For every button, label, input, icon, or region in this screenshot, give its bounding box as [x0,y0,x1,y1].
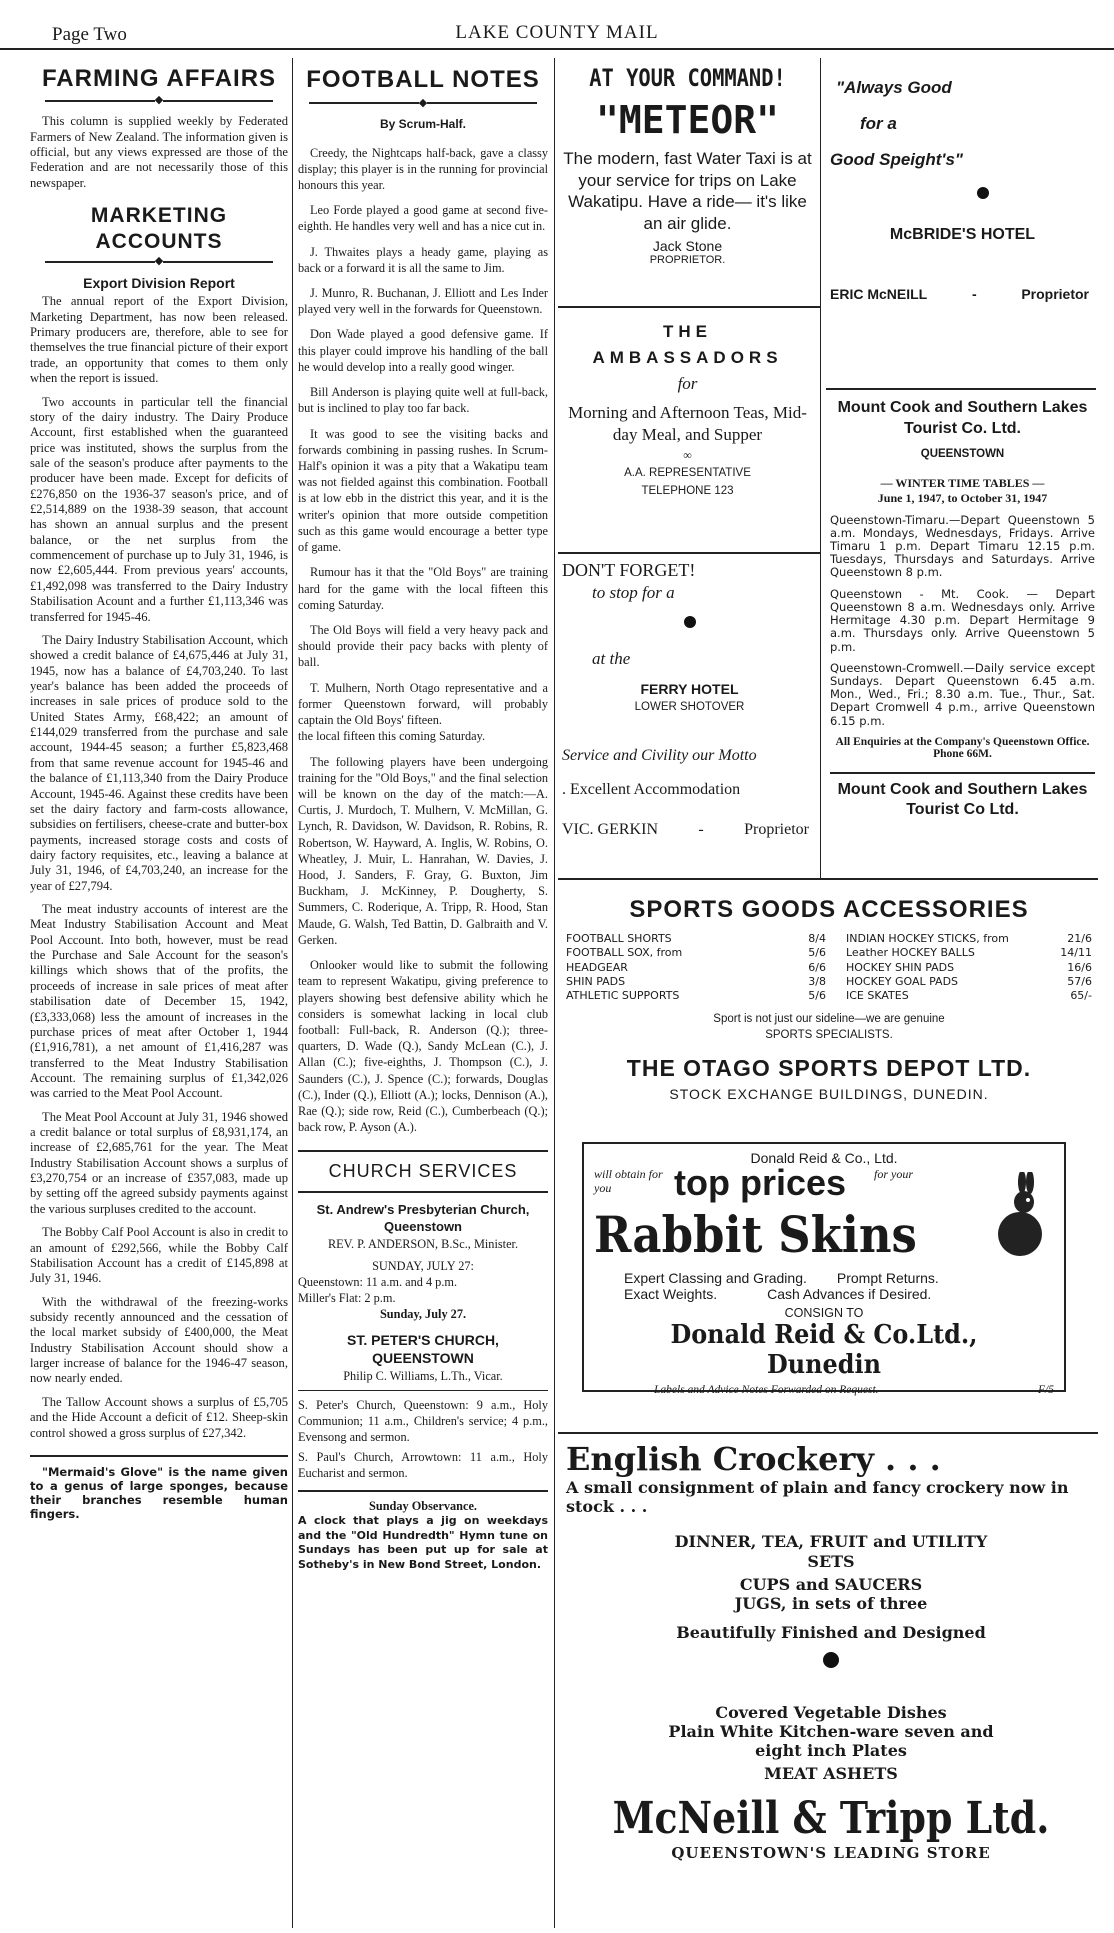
sports-price: 65/- [1070,989,1092,1003]
sports-price: 16/6 [1067,960,1092,974]
meteor-role: PROPRIETOR. [649,254,726,267]
article-paragraph: The Meat Pool Account at July 31, 1946 showed a credit balance or total surplus of £8,931,174, an increase of £2,685,761 for the year. The Meat Industry Stabilisation Account shows a surplus of £3,270,754 or an increase of £357,083, made up by setting off the agreed subsidy payments against the various surpluses credited to the account. [30,1109,288,1216]
crockery-subtitle: A small consignment of plain and fancy crockery now in stock . . . [566,1478,1069,1517]
sports-price: 57/6 [1067,974,1092,988]
football-paragraph: J. Thwaites plays a heady game, playing as back or a forward it is all the same to Jim. [298,244,548,275]
sports-price: 6/6 [808,960,826,974]
sports-list-right [846,932,1092,1003]
football-paragraph: The following players have been undergoing training for the "Old Boys," and the final selection will be known on the day of the match:—A. Curtis, J. Murdoch, T. Mulhern, V. McMillan, G. Lynch, R. Davidson, W. Davidson, R. Robins, R. Robertson, W. Hayward, A. Inglis, W. Robins, O. Wheatley, J. Muir, L. Hanrahan, W. Davies, J. Hood, J. Sanders, F. Gray, G. Buxton, Jim Buckham, J. McKinney, P. Dougherty, S. Summers, C. Roderique, A. Tripp, R. Hood, Stan Maude, G. Walsh, Ted Battin, D. Galbraith and V. Gerken. [298,754,548,947]
service-line: S. Paul's Church, Arrowtown: 11 a.m., Holy Eucharist and sermon. [298,1449,548,1480]
timetable-mt-cook: Queenstown - Mt. Cook. — Depart Queenstown 8 a.m. Wednesdays only. Arrive Hermitage 4.30 p.m. Depart Hermitage 9 a.m. Thursdays only. Arrive Queenstown 5 p.m. [830,586,1095,654]
rabbit-code: F/5 [1038,1384,1054,1396]
mt-cook-footer: Mount Cook and Southern Lakes Tourist Co Ltd. [837,780,1088,818]
article-paragraph: The Tallow Account shows a surplus of £5,705 and the Hide Account a deficit of £12. Sheep-skin control showed a gross surplus of £27,342. [30,1394,288,1440]
rabbit-labels: Labels and Advice Notes Forwarded on Request. [654,1384,879,1396]
football-paragraph: It was good to see the visiting backs and forwards combining in passing rushes. In Scrum-Half's opinion it was a pity that a Wakatipu team was not fielded against this combination. Football is at low ebb in the district this year, and it is the writer's opinion that more outside competition such as this game would encourage a better type of game. [298,426,548,555]
rabbit-consign: CONSIGN TO [784,1306,864,1320]
ferry-name: FERRY HOTEL [640,681,739,697]
st-peters-title: ST. PETER'S CHURCH, QUEENSTOWN [347,1331,499,1367]
crockery-tagline: QUEENSTOWN'S LEADING STORE [671,1844,991,1863]
page-header [0,0,1114,50]
crockery-item: CUPS and SAUCERS [739,1574,923,1594]
rabbit-feature: Cash Advances if Desired. [767,1286,932,1302]
timetable-timaru: Queenstown-Timaru.—Depart Queenstown 5 a.m. Mondays, Wednesdays, Fridays. Arrive Timaru 1 p.m. Depart Timaru 12.15 p.m. Tuesdays, Thursdays and Saturdays. Arrive Queenstown 8 p.m. [830,512,1095,580]
speights-line1: "Always Good [836,78,952,97]
divider: ◆ [30,256,288,267]
crockery-item: Covered Vegetable Dishes [715,1702,947,1722]
sports-item: SHIN PADS [566,974,626,988]
football-paragraph: J. Munro, R. Buchanan, J. Elliott and Les Inder played very well in the forwards for Queenstown. [298,286,548,317]
ambassadors-meals: Morning and Afternoon Teas, Mid-day Meal, and Supper [568,403,807,445]
crockery-ad [566,1440,1096,1924]
newspaper-title: LAKE COUNTY MAIL [455,22,659,43]
column-rule-1 [292,58,293,1928]
rabbit-feature: Exact Weights. [624,1286,718,1302]
crockery-item: DINNER, TEA, FRUIT and UTILITY SETS [674,1532,988,1571]
mcbrides-hotel: McBRIDE'S HOTEL [889,226,1036,243]
speights-line3: Good Speight's" [830,150,963,169]
service-line: Queenstown: 11 a.m. and 4 p.m. [298,1275,458,1290]
divider: ◆ [298,98,548,109]
speights-line2: for a [860,114,897,133]
service-date: Sunday, July 27. [379,1307,467,1322]
marketing-title: MARKETING ACCOUNTS [90,204,228,253]
football-paragraph: T. Mulhern, North Otago representative and a former Queenstown forward, will probably captain the Old Boys' fifteen. [298,680,548,728]
sports-item: ICE SKATES [846,989,909,1003]
ambassadors-telephone: TELEPHONE 123 [641,485,734,498]
sports-item: HEADGEAR [566,960,628,974]
crockery-item: Beautifully Finished and Designed [676,1623,986,1643]
ambassadors-name: AMBASSADORS [592,348,783,367]
ferry-dont-forget: DON'T FORGET! [562,560,696,580]
football-paragraph: Creedy, the Nightcaps half-back, gave a classy display; this player is in the running for provincial honours this year. [298,145,548,192]
rabbit-for: for your [874,1167,913,1181]
st-andrews-minister: REV. P. ANDERSON, B.Sc., Minister. [327,1236,519,1251]
article-paragraph: The meat industry accounts of interest are the Meat Industry Stabilisation Account and Meat Pool Account. Into both, however, must be read the Purchase and Sale Account for the season's killings which shows that of the profits, the proceeds of increase in sale prices of meat after stabilisation date of December 15, 1942, (£3,333,068) less the amount of increases in the purchase prices of meat after October 1, 1944 (£1,916,781), a net amount of £1,416,287 was transferred to the Meat Industry Stabilisation Account. The remaining surplus of £1,342,026 was carried to the Meat Pool Account. [30,902,288,1101]
rabbit-company: Donald Reid & Co., Ltd. [750,1150,898,1166]
mcbrides-proprietor: ERIC McNEILL [830,286,928,302]
mcbrides-role: Proprietor [1021,286,1089,302]
byline: By Scrum-Half. [379,116,467,131]
speights-ad: "Always Good for a Good Speight's" McBRIDE'S HOTEL ERIC McNEILL - Proprietor [830,78,1095,378]
rabbit-skins-ad [582,1142,1066,1396]
sports-list-left [566,932,826,1003]
sports-item: Leather HOCKEY BALLS [846,946,975,960]
mt-cook-name: Mount Cook and Southern Lakes Tourist Co. Ltd. [837,399,1088,437]
column-rule-2 [554,58,555,1928]
article-paragraph: The Bobby Calf Pool Account is also in credit to an amount of £292,566, while the Bobby Calf Stabilisation Account has a credit of £145,898 at July 31, 1946. [30,1225,288,1286]
rabbit-feature: Prompt Returns. [836,1270,939,1286]
sports-price: 5/6 [808,989,826,1003]
meteor-body: The modern, fast Water Taxi is at your service for trips on Lake Wakatipu. Have a ride— it's like an air glide. [563,149,812,233]
sports-item: FOOTBALL SHORTS [566,932,672,945]
sports-item: ATHLETIC SUPPORTS [566,989,680,1003]
meteor-name: "METEOR" [595,98,780,142]
sports-price: 8/4 [808,932,826,945]
filler-note: "Mermaid's Glove" is the name given to a genus of large sponges, because their branches resemble human fingers. [30,1464,288,1521]
ad-divider [558,306,820,308]
football-paragraph: the local fifteen this coming Saturday. [298,729,486,744]
sports-item: INDIAN HOCKEY STICKS, from [846,932,1009,945]
mt-cook-enquiries: All Enquiries at the Company's Queenstown Office. Phone 66M. [835,735,1090,760]
sports-ad [566,896,1092,1116]
football-paragraph: Onlooker would like to submit the following team to represent Wakatipu, giving preference to players showing best defensive ability which he considers is somewhat lacking in local club football: Full-back, R. Anderson (Q.); three-quarters, D. Wade (Q.), Sandy McLean (C.), J. Allan (C.); five-eighths, J. Thompson (C.), J. Saunders (C.), J. Spence (C.); forwards, Douglas (C.), Inder (Q.), Elliott (A.); locks, Dennison (A.), Rae (Q.); side row, Reid (C.), Cumberbeach (Q.); back row, P. Ayson (A.). [298,958,548,1135]
rabbit-skins-title: Rabbit Skins [594,1205,917,1264]
crockery-item: MEAT ASHETS [764,1764,898,1784]
football-paragraph: The Old Boys will field a very heavy pack and should provide their pacy backs with plenty of ball. [298,622,548,670]
timetable-dates: June 1, 1947, to October 31, 1947 [877,490,1048,505]
rabbit-top-prices: top prices [674,1162,847,1203]
rabbit-obtain: will obtain for you [594,1167,663,1195]
football-paragraph: Don Wade played a good defensive game. If this player could improve his handling of the ball he would develop into a really good winger. [298,327,548,374]
ambassadors-ad: THE AMBASSADORS for Morning and Afternoon Teas, Mid-day Meal, and Supper ∞ A.A. REPRESENTATIVE TELEPHONE 123 [560,322,815,540]
page-number: Page Two [52,24,127,45]
football-paragraph: Leo Forde played a good game at second five-eighth. He handles very well and has a nice cut in. [298,203,548,234]
ambassadors-the: THE [663,322,712,341]
ferry-accommodation: . Excellent Accommodation [562,781,741,798]
crockery-title: English Crockery . . . [566,1440,941,1478]
ad-divider [558,1432,1098,1434]
ferry-location: LOWER SHOTOVER [634,701,745,713]
article-paragraph: The Dairy Industry Stabilisation Account, which showed a credit balance of £4,675,446 at July 31, 1945, now has a balance of £4,703,240. To last year's balance has been added the proceeds of increases in sale prices of produce sold to the United States Army, £68,422; an amount of £144,029 transferred from the purchase and sale account, 1944-45 season; a further £5,823,468 from that same revenue account for 1945-46 and the balance of £1,113,340 from the Dairy Produce Account, 1945-46. Against these credits have been set the dairy factory and farm-costs allowance, subsidies on fertilisers, cheese-crate and butter-box payments, increased storage costs and costs of dairy factory requisites, etc., leaving a balance at July 31, 1946, of £4,703,240, an increase for the year of £27,794. [30,632,288,893]
meteor-owner: Jack Stone [652,238,723,255]
rabbit-feature: Expert Classing and Grading. [624,1270,807,1286]
meteor-ad [560,64,815,304]
timetable-cromwell: Queenstown-Cromwell.—Daily service except Sundays. Depart Queenstown 6.45 a.m. Mon., Wed., Fri.; 8.30 a.m. Tue., Thur., Sat. Depart Cromwell 4 p.m., arrive Queenstown 6.15 p.m. [830,660,1095,728]
football-title: FOOTBALL NOTES [306,66,540,93]
mt-cook-town: QUEENSTOWN [920,447,1005,460]
sports-tagline: Sport is not just our sideline—we are genuine [713,1013,945,1026]
sports-price: 14/11 [1060,946,1092,960]
farming-column [30,64,288,1924]
rabbit-big-name: Donald Reid & Co.Ltd., Dunedin [670,1320,978,1380]
service-line: S. Peter's Church, Queenstown: 9 a.m., Holy Communion; 11 a.m., Children's service; 4 p.m., Evensong and sermon. [298,1397,548,1445]
crockery-firm: McNeill & Tripp Ltd. [612,1793,1050,1845]
column-rule-3 [820,58,821,878]
service-date: SUNDAY, JULY 27: [372,1258,474,1273]
football-column [298,64,548,1924]
sports-price: 5/6 [808,946,826,960]
sports-item: FOOTBALL SOX, from [566,946,683,960]
crockery-item: Plain White Kitchen-ware seven and eight inch Plates [668,1721,994,1760]
report-title: Export Division Report [83,275,235,292]
sports-store: THE OTAGO SPORTS DEPOT LTD. [626,1055,1032,1082]
divider: ◆ [30,95,288,106]
article-paragraph: With the withdrawal of the freezing-works subsidy recently announced and the cessation of the local market subsidy of £400,000, the Meat Industry Stabilisation Account should show a larger increase of balance for the 1946-47 season, now nearly ended. [30,1294,288,1386]
sports-price: 3/8 [808,974,826,988]
ad-divider [826,388,1096,390]
ambassadors-aa: A.A. REPRESENTATIVE [624,467,751,480]
mt-cook-ad [830,398,1095,876]
ferry-role: Proprietor [744,821,809,838]
sunday-observance-text: A clock that plays a jig on weekdays and the "Old Hundredth" Hymn tune on Sundays has been put up for sale at Sotheby's in New Bond Street, London. [298,1514,548,1571]
sports-item: HOCKEY GOAL PADS [846,974,959,988]
st-peters-vicar: Philip C. Williams, L.Th., Vicar. [343,1368,503,1383]
sports-price: 21/6 [1067,932,1092,945]
meteor-headline: AT YOUR COMMAND! [589,64,786,92]
article-paragraph: Two accounts in particular tell the financial story of the dairy industry. The Dairy Produce Account, first established when the guaranteed price was instituted, shows the surplus from the sale of the season's produce after payments to the producer have been made. Except for deficits of £276,850 on the 1936-37 season's price, and of £2,514,889 on the 1938-39 season, that account has shown an annual surplus and the present balance, or the net surplus from the commencement of purchase up to July 31, 1946, is now £2,605,444. From previous years' accounts, £1,492,098 was transferred to the Dairy Industry Stabilisation Acount and a further £1,113,346 was transferred for 1945-46. [30,394,288,624]
sports-title: SPORTS GOODS ACCESSORIES [629,896,1029,923]
football-paragraph: Rumour has it that the "Old Boys" are training hard for the game with the local fifteen this coming Saturday. [298,565,548,612]
sunday-observance-title: Sunday Observance. [369,1498,477,1513]
service-line: Miller's Flat: 2 p.m. [298,1291,396,1306]
sports-item: HOCKEY SHIN PADS [846,960,955,974]
sports-tagline2: SPORTS SPECIALISTS. [765,1029,893,1042]
football-paragraph: Bill Anderson is playing quite well at full-back, but is inclined to play too far back. [298,385,548,416]
ad-divider [558,878,1098,880]
crockery-item: JUGS, in sets of three [734,1593,928,1613]
farming-title: FARMING AFFAIRS [41,65,277,92]
ferry-motto: Service and Civility our Motto [562,747,757,764]
ad-divider [558,552,820,554]
ambassadors-for: for [677,374,698,393]
farming-intro: This column is supplied weekly by Federated Farmers of New Zealand. The information given is official, but any views expressed are those of the Federation and are not necessarily those of this newspaper. [30,114,288,190]
ferry-stop: to stop for a [592,583,675,602]
church-title: CHURCH SERVICES [328,1160,518,1181]
ferry-at-the: at the [592,649,631,668]
st-andrews-title: St. Andrew's Presbyterian Church, Queenstown [316,1202,530,1235]
ferry-proprietor: VIC. GERKIN [562,821,658,838]
sports-address: STOCK EXCHANGE BUILDINGS, DUNEDIN. [669,1086,989,1103]
article-paragraph: The annual report of the Export Division, Marketing Department, has now been released. Primary producers are, therefore, able to see for themselves the true financial picture of their export trade, an opportunity that comes to them only when the report is issued. [30,294,288,386]
timetable-heading: — WINTER TIME TABLES — [880,475,1045,490]
ferry-hotel-ad: DON'T FORGET! to stop for a at the FERRY HOTEL LOWER SHOTOVER Service and Civility our Motto . Excellent Accommodation VIC. GERKIN - Proprietor [562,560,817,870]
